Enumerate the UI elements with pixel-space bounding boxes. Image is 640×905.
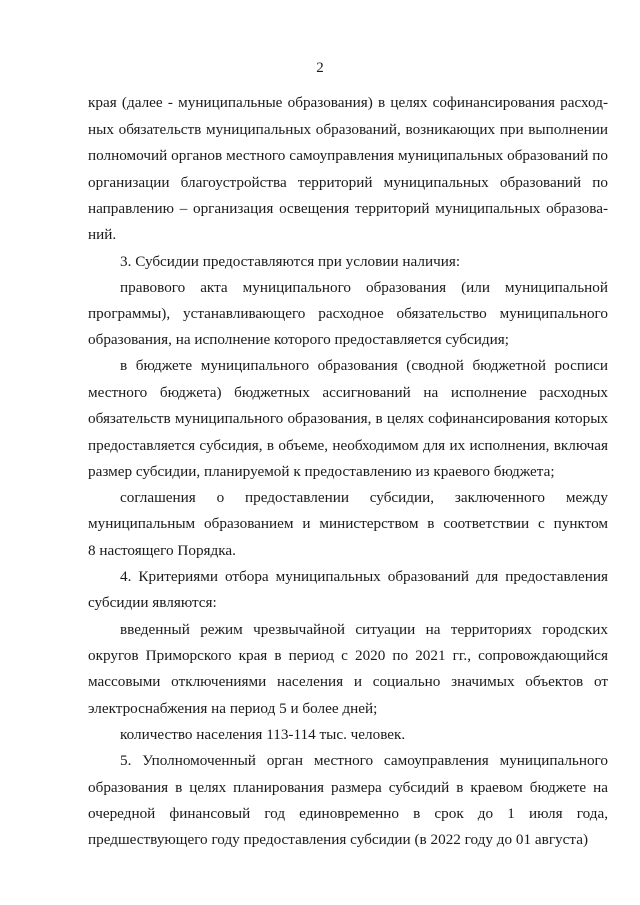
paragraph-start: правового акта муниципального образования (или муниципальной xyxy=(120,279,608,296)
text-line: полномочий органов местного самоуправления муниципальных образований по xyxy=(88,147,608,164)
paragraph-start: введенный режим чрезвычайной ситуации на территориях городских xyxy=(120,621,608,638)
paragraph-start: 3. Субсидии предоставляются при условии наличия: xyxy=(120,253,461,270)
text-line: массовыми отключениями населения и социально значимых объектов от xyxy=(88,673,608,690)
paragraph-start: в бюджете муниципального образования (сводной бюджетной росписи xyxy=(120,357,608,374)
paragraph-start: 4. Критериями отбора муниципальных образований для предоставления xyxy=(120,568,608,585)
text-line: предшествующего году предоставления субсидии (в 2022 году до 01 августа) xyxy=(88,831,588,848)
text-line: субсидии являются: xyxy=(88,594,217,611)
text-line: образования, на исполнение которого предоставляется субсидия; xyxy=(88,331,509,348)
text-line: ний. xyxy=(88,226,117,243)
text-line: округов Приморского края в период с 2020 по 2021 гг., сопровождающийся xyxy=(88,647,608,664)
text-line: очередной финансовый год единовременно в срок до 1 июля года, xyxy=(88,805,608,822)
text-line: организации благоустройства территорий муниципальных образований по xyxy=(88,174,608,191)
text-line: обязательств муниципального образования, в целях софинансирования которых xyxy=(88,410,608,427)
text-line: электроснабжения на период 5 и более дней; xyxy=(88,700,378,717)
text-line: края (далее - муниципальные образования) в целях софинансирования расход- xyxy=(88,94,608,111)
page-number: 2 xyxy=(316,60,324,76)
text-line: направлению – организация освещения территорий муниципальных образова- xyxy=(88,200,608,217)
text-line: местного бюджета) бюджетных ассигнований на исполнение расходных xyxy=(88,384,608,401)
paragraph-start: 5. Уполномоченный орган местного самоуправления муниципального xyxy=(120,752,608,769)
text-line: муниципальным образованием и министерством в соответствии с пунктом xyxy=(88,515,608,532)
paragraph-start: соглашения о предоставлении субсидии, заключенного между xyxy=(120,489,608,506)
text-line: 8 настоящего Порядка. xyxy=(88,542,236,559)
text-line: размер субсидии, планируемой к предоставлению из краевого бюджета; xyxy=(88,463,555,480)
text-line: ных обязательств муниципальных образований, возникающих при выполнении xyxy=(88,121,608,138)
paragraph-start: количество населения 113-114 тыс. человек. xyxy=(120,726,406,743)
text-line: предоставляется субсидия, в объеме, необходимом для их исполнения, включая xyxy=(88,437,608,454)
text-line: образования в целях планирования размера субсидий в краевом бюджете на xyxy=(88,779,608,796)
text-line: программы), устанавливающего расходное обязательство муниципального xyxy=(88,305,608,322)
